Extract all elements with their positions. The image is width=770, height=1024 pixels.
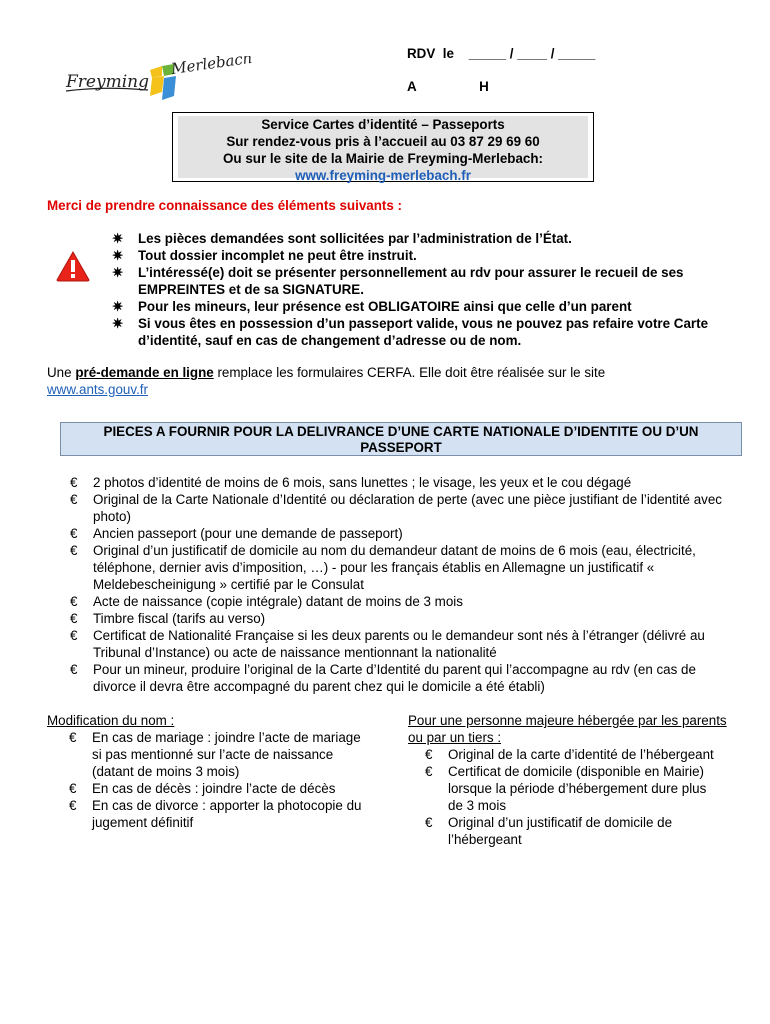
euro-bullet-icon: € <box>425 764 433 779</box>
bullet-icon: ✷ <box>112 248 124 263</box>
bullet-icon: ✷ <box>112 231 124 246</box>
rdv-a: A <box>407 79 417 94</box>
euro-bullet-icon: € <box>69 798 77 813</box>
rdv-label: RDV <box>407 46 436 61</box>
rdv-le: le <box>442 46 454 61</box>
bullet-icon: ✷ <box>112 316 124 331</box>
list-item: ✷ L’intéressé(e) doit se présenter personnellement au rdv pour assurer le recueil de ses EMPREINTES et de sa SIGNATURE. <box>112 265 684 297</box>
euro-bullet-icon: € <box>70 526 78 541</box>
list-item: € Certificat de domicile (disponible en Mairie) lorsque la période d’hébergement dure plus de 3 mois <box>425 764 707 813</box>
euro-bullet-icon: € <box>70 492 78 507</box>
list-item: € Original de la Carte Nationale d’Identité ou déclaration de perte (avec une pièce justifiant de l’identité avec photo) <box>70 492 723 524</box>
modification-section <box>47 712 377 831</box>
list-item: € Ancien passeport (pour une demande de passeport) <box>70 526 403 541</box>
service-info-box <box>172 112 594 182</box>
list-item: € Original d’un justificatif de domicile au nom du demandeur datant de moins de 6 mois (eau, électricité, téléphone, dernier avis d’imposition, …) - pour les français établis en Allemagne un justificatif « Meldebescheinigung » certifié par le Consulat <box>70 543 696 592</box>
service-phone: Sur rendez-vous pris à l’accueil au 03 87 29 69 60 <box>226 134 540 149</box>
notice-list <box>112 230 732 349</box>
predemande-prefix: Une <box>47 365 72 380</box>
list-item: € 2 photos d’identité de moins de 6 mois, sans lunettes ; le visage, les yeux et le cou dégagé <box>70 475 632 490</box>
ants-website-link[interactable]: www.ants.gouv.fr <box>47 382 148 397</box>
modification-title: Modification du nom : <box>47 713 175 728</box>
list-item: € En cas de divorce : apporter la photocopie du jugement définitif <box>69 798 362 830</box>
list-item: ✷ Tout dossier incomplet ne peut être instruit. <box>112 248 417 263</box>
predemande-paragraph <box>47 364 721 398</box>
pieces-heading: PIECES A FOURNIR POUR LA DELIVRANCE D’UNE CARTE NATIONALE D’IDENTITE OU D’UN PASSEPORT <box>60 422 742 456</box>
notice-title: Merci de prendre connaissance des éléments suivants : <box>47 198 402 213</box>
euro-bullet-icon: € <box>70 628 78 643</box>
list-item: ✷ Pour les mineurs, leur présence est OBLIGATOIRE ainsi que celle d’un parent <box>112 299 632 314</box>
pieces-list <box>70 474 730 695</box>
mairie-website-link[interactable]: www.freyming-merlebach.fr <box>295 168 471 183</box>
logo-text-right: Merlebach <box>170 56 254 78</box>
rdv-date-line <box>407 46 595 61</box>
predemande-emphasis: pré-demande en ligne <box>75 365 214 380</box>
list-item: € Original de la carte d’identité de l’hébergeant <box>425 747 714 762</box>
rdv-h: H <box>479 79 489 94</box>
euro-bullet-icon: € <box>70 594 78 609</box>
list-item: € Timbre fiscal (tarifs au verso) <box>70 611 266 626</box>
euro-bullet-icon: € <box>70 611 78 626</box>
euro-bullet-icon: € <box>70 662 78 677</box>
list-item: € Acte de naissance (copie intégrale) datant de moins de 3 mois <box>70 594 463 609</box>
service-title: Service Cartes d’identité – Passeports <box>261 117 505 132</box>
euro-bullet-icon: € <box>425 815 433 830</box>
list-item: € Certificat de Nationalité Française si les deux parents ou le demandeur sont nés à l’étranger (délivré au Tribunal d’Instance) ou acte de naissance mentionnant la nationalité <box>70 628 705 660</box>
list-item: € En cas de décès : joindre l’acte de décès <box>69 781 336 796</box>
logo-text-left: Freyming <box>66 72 149 92</box>
rdv-time-line <box>407 79 489 94</box>
modification-list <box>69 729 369 831</box>
list-item: € En cas de mariage : joindre l’acte de mariage si pas mentionné sur l’acte de naissance (datant de moins 3 mois) <box>69 730 361 779</box>
warning-icon <box>56 251 90 282</box>
service-site-text: Ou sur le site de la Mairie de Freyming-Merlebach: <box>223 151 543 166</box>
list-item: € Original d’un justificatif de domicile de l’hébergeant <box>425 815 673 847</box>
euro-bullet-icon: € <box>425 747 433 762</box>
predemande-text: remplace les formulaires CERFA. Elle doit être réalisée sur le site <box>217 365 606 380</box>
hebergee-title: Pour une personne majeure hébergée par les parents ou par un tiers : <box>408 713 727 745</box>
euro-bullet-icon: € <box>70 543 78 558</box>
hebergee-section <box>408 712 738 848</box>
hebergee-list <box>425 746 720 848</box>
city-logo <box>64 56 254 108</box>
list-item: ✷ Les pièces demandées sont sollicitées par l’administration de l’État. <box>112 231 572 246</box>
list-item: ✷ Si vous êtes en possession d’un passeport valide, vous ne pouvez pas refaire votre Carte d’identité, sauf en cas de changement d’adresse ou de nom. <box>112 316 709 348</box>
euro-bullet-icon: € <box>69 781 77 796</box>
list-item: € Pour un mineur, produire l’original de la Carte d’Identité du parent qui l’accompagne au rdv (en cas de divorce il devra être accompagné du parent chez qui le domicile a été établi) <box>70 662 696 694</box>
euro-bullet-icon: € <box>69 730 77 745</box>
bullet-icon: ✷ <box>112 265 124 280</box>
rdv-date-blanks: _____ / ____ / _____ <box>468 46 596 61</box>
bullet-icon: ✷ <box>112 299 124 314</box>
euro-bullet-icon: € <box>70 475 78 490</box>
